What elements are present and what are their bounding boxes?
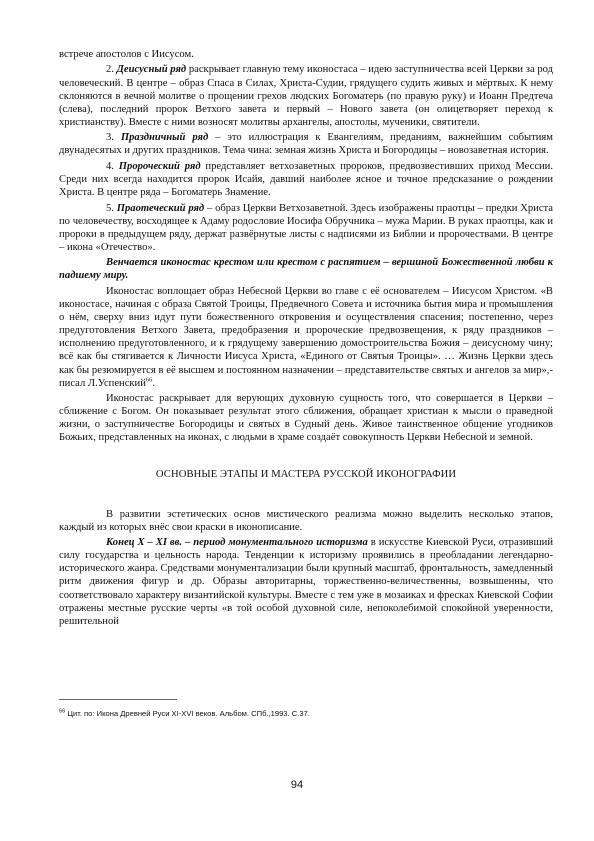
term-deisus-row: Деисусный ряд [116,64,187,76]
footnote-reference: 66 [145,376,153,384]
cross-crown-text: Венчается иконостас крестом или крестом с распятием – вершиной Божественной любви к падшему миру. [59,257,553,282]
paragraph-text: в искусстве Киевской Руси, отразивший силу государства и цельность народа. Тенденции к историзму проявились в преобладании легендарно-исторического жанра. Средствами монументализации были крупный масштаб, фронтальность, замедленный ритм движения фигур и др. Образы авторитарны, торжественно-величественны, возвышенны, что соответствовало характеру византийской культуры. Вместе с тем уже в мозаиках и фресках Киевской Софии отражены местные русские черты «в той особой духовной силе, непоколебимой спокойной уверенности, решительной [59,537,553,627]
term-feast-row: Праздничный ряд [120,132,209,144]
item-number: 2. [106,64,117,76]
paragraph-text: раскрывает главную тему иконостаса – идею заступничества всей Церкви за род человеческий. В центре – образ Спаса в Силах, Христа-Судии, грядущего судить живых и мёртвых. К нему склоняются в вечной молитве о прощении грехов людских Богоматерь (по правую руку) и Иоанн Предтеча (слева), последний пророк Ветхого завета и первый – Нового завета (он олицетворяет переход к христианству). Вместе с ними возносят молитвы архангелы, апостолы, мученики, святители. [59,64,553,128]
item-number: 3. [106,132,121,144]
item-number: 4. [106,160,119,172]
paragraph-text: В развитии эстетических основ мистического реализма можно выделить несколько этапов, каждый из которых внёс свои краски в иконописание. [59,508,553,533]
continuation-text: встрече апостолов с Иисусом. [59,49,194,60]
paragraph-deisus-row [59,63,553,128]
paragraph-spiritual-essence [59,392,553,444]
paragraph-cross-crown [59,256,553,282]
term-monumental-period: Конец Х – XI вв. – период монументального историзма [106,537,368,549]
paragraph-text: – образ Церкви Ветхозаветной. Здесь изображены праотцы – предки Христа по человечеству, восходящее к Адаму родословие Иосифа Обручника – мужа Марии. В руках праотцы, как и пророки в предыдущем ряду, держат развёрнутые листы с надписями из Библии и пророчествами. В центре – икона «Отечество». [59,202,554,253]
footnote [59,709,553,719]
quote-text: Иконостас воплощает образ Небесной Церкви во главе с её основателем – Иисусом Христом. «В иконостасе, начиная с образа Святой Троицы, Предвечного Совета и источника бытия мира и промышления о нём, сверху вниз идут пути божественного откровения и осуществления спасения; постепенно, через предуготовления Ветхого Завета, предобразения и пророческие предвозвещения, к ряду праздников – исполнению предуготовленного, и к грядущему завершению домостроительства Божия – деисусному чину; всё как бы стягивается к Личности Иисуса Христа, «Единого от Святыя Троицы». … Жизнь Церкви здесь как бы резюмируется в её высшем и постоянном назначении – представительстве святых и ангелов за мир»,- писал Л.Успенский [59,285,553,389]
paragraph-forefathers-row [59,202,553,254]
page-number: 94 [290,779,304,791]
paragraph-feast-row [59,131,553,157]
footnote-separator [59,699,177,700]
paragraph-continuation [59,48,553,61]
section-heading [59,468,553,481]
section-heading-text: ОСНОВНЫЕ ЭТАПЫ И МАСТЕРА РУССКОЙ ИКОНОГРАФИИ [155,469,457,481]
term-forefathers-row: Праотеческий ряд [116,202,205,214]
paragraph-uspensky-quote [59,285,553,390]
paragraph-intro [59,508,553,534]
footnote-number: 66 [59,708,66,715]
page-body [59,48,553,630]
footnote-text: Цит. по: Икона Древней Руси XI-XVI веков. Альбом. СПб.,1993. С.37. [65,709,310,718]
paragraph-text: представляет ветхозаветных пророков, предвозвестивших приход Мессии. Среди них всегда находится пророк Исайя, давший наиболее ясное и точное предсказание о рождении Христа. В центре ряда – Богоматерь Знамение. [59,160,554,199]
paragraph-text: Иконостас раскрывает для верующих духовную сущность того, что совершается в Церкви – сближение с Богом. Он показывает результат этого сближения, обращает христиан к мысли о праведной жизни, о заступничестве Богородицы и святых в Судный день. Живое таинственное общение угодников Божьих, представленных на иконах, с людьми в храме создаёт совокупность Церкви Небесной и земной. [59,393,553,444]
paragraph-text: – это иллюстрация к Евангелиям, преданиям, важнейшим событиям двунадесятых и других праздников. Тема чина: земная жизнь Христа и Богородицы – новозаветная история. [59,132,554,157]
quote-end: . [152,377,156,389]
item-number: 5. [106,202,117,214]
term-prophets-row: Пророческий ряд [118,160,201,172]
paragraph-monumental-period [59,536,553,628]
paragraph-prophets-row [59,160,553,199]
